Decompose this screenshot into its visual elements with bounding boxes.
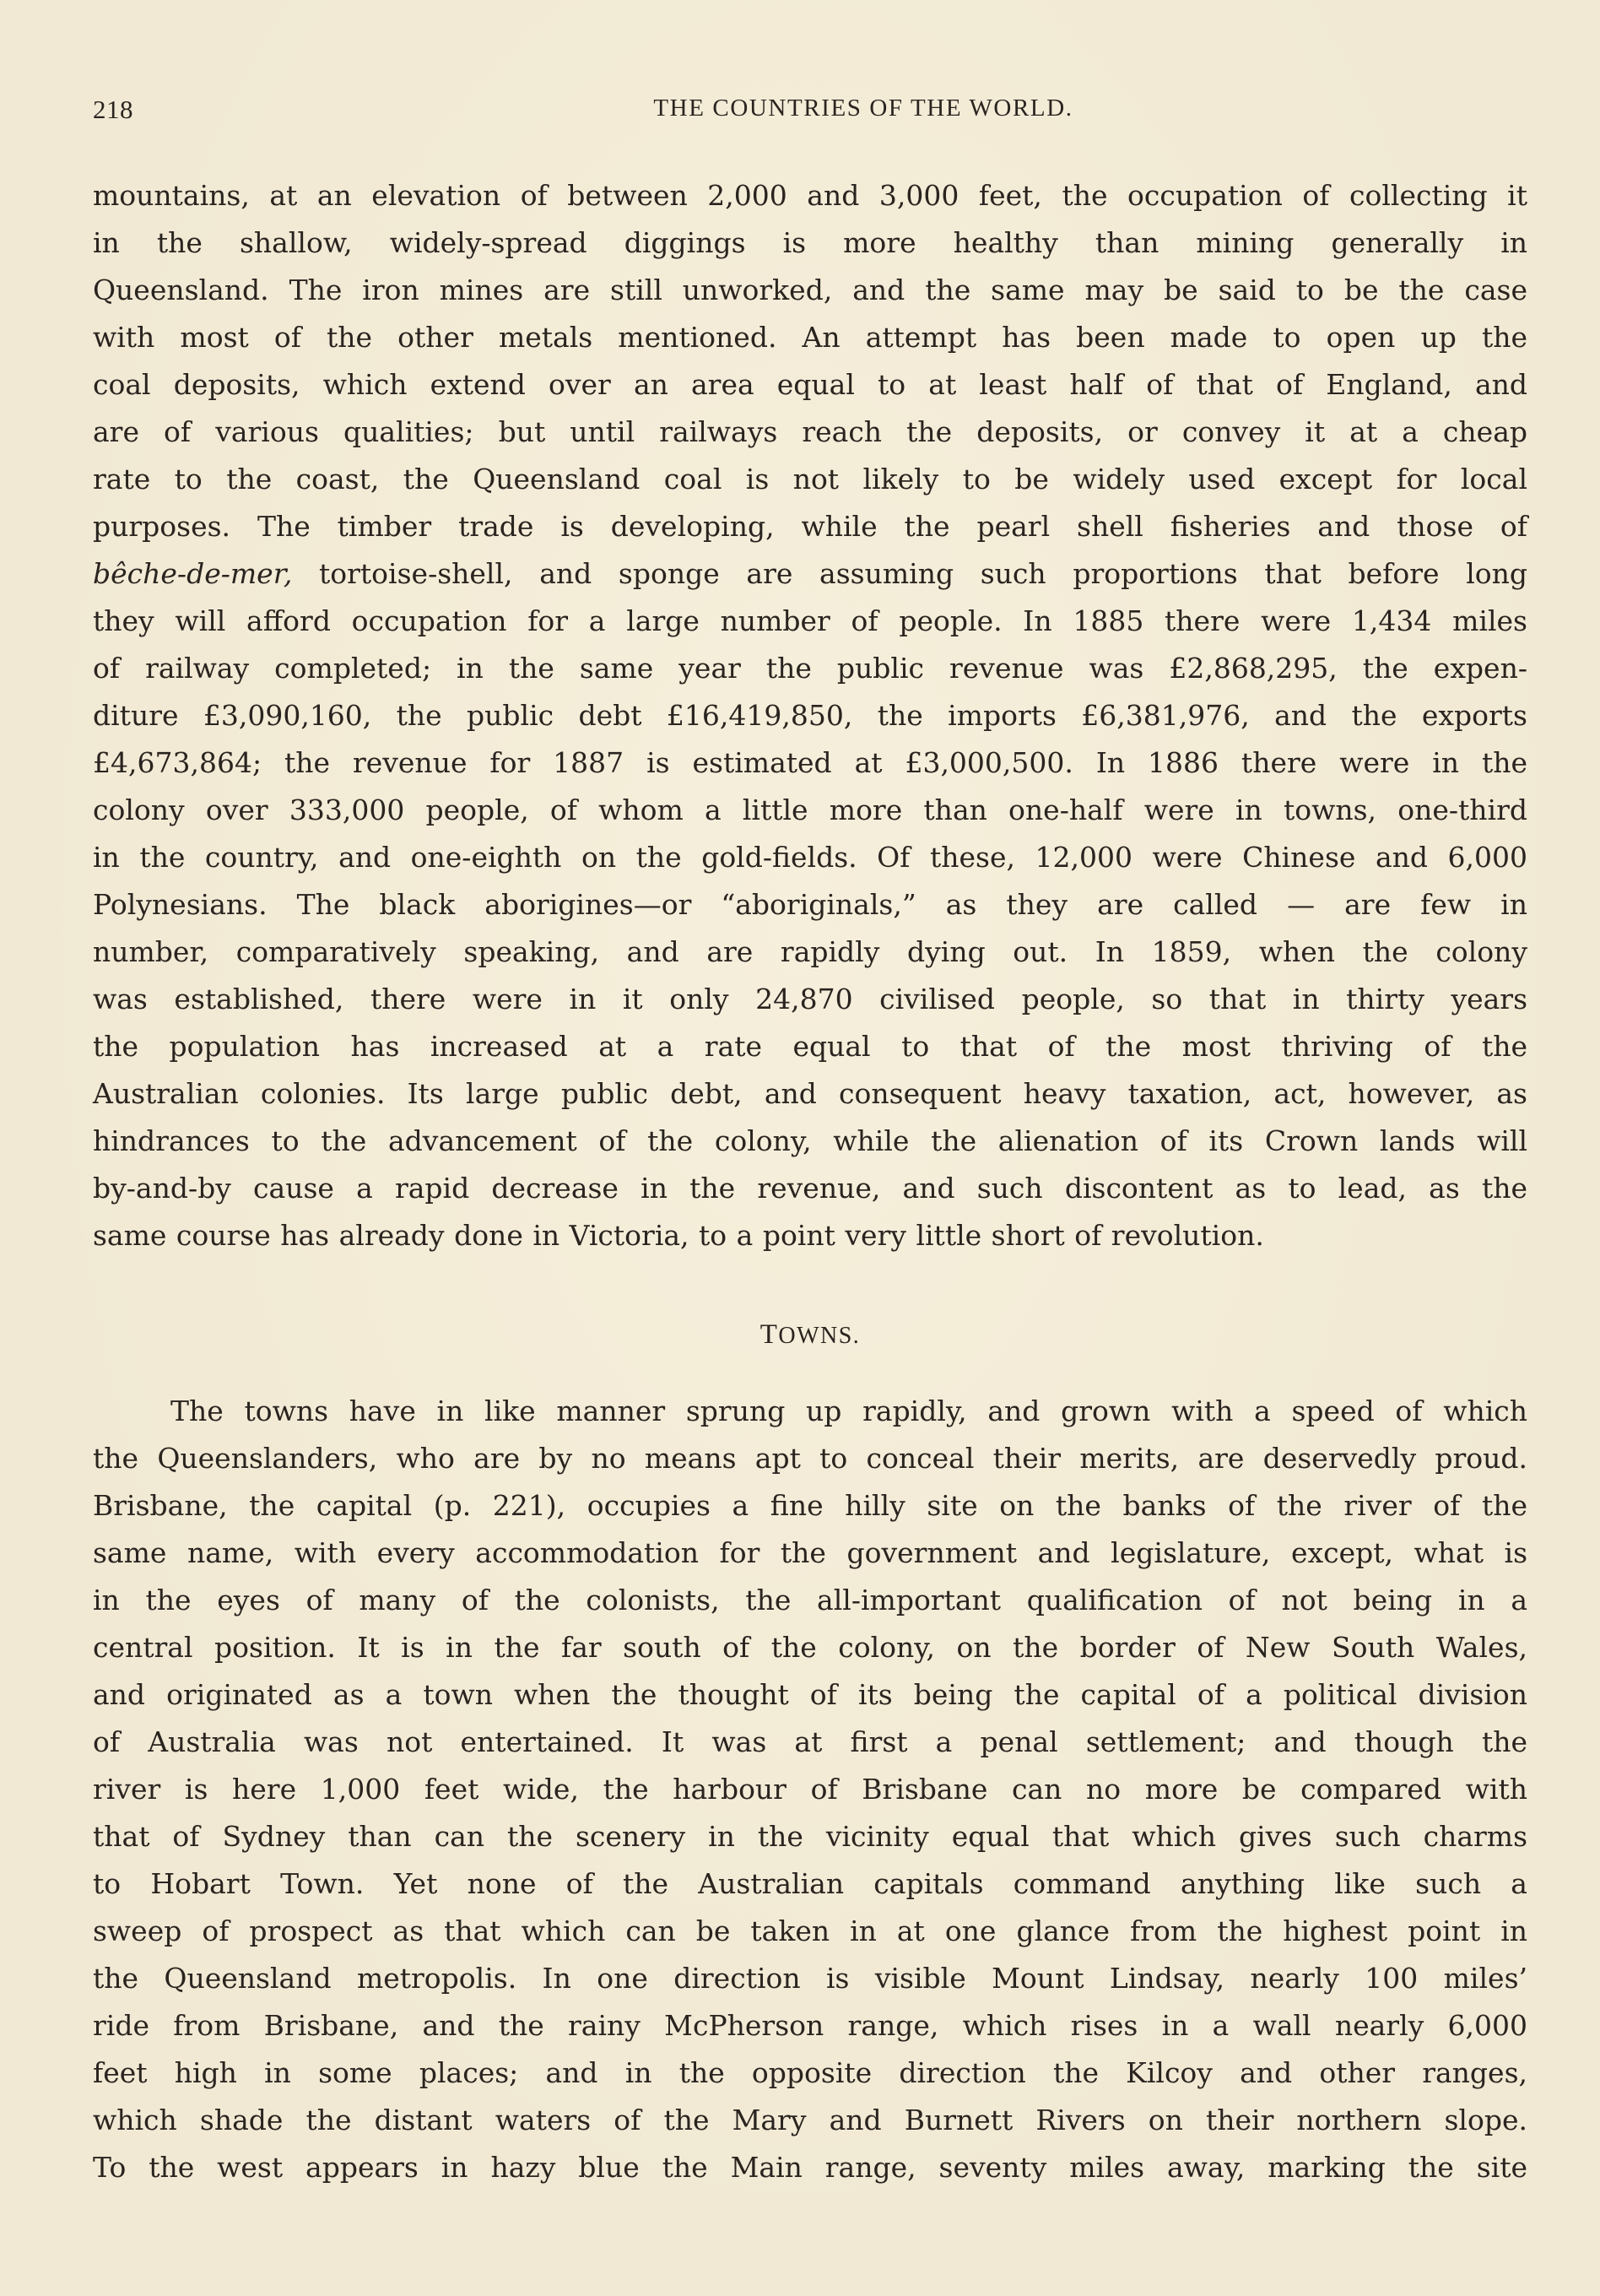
heading-initial: T [759,1319,779,1350]
text-line-rest: tortoise-shell, and sponge are assuming such proportions that before long [319,557,1527,590]
text-line: hindrances to the advancement of the colony, while the alienation of its Crown lands will [93,1124,1527,1157]
text-line: same course has already done in Victoria, to a point very little short of revolution. [93,1219,1264,1252]
paragraph-resources [93,172,1527,1259]
text-line: diture £3,090,160, the public debt £16,419,850, the imports £6,381,976, and the exports [93,699,1527,732]
paragraph-towns [93,1388,1527,2191]
text-line: the Queensland metropolis. In one direction is visible Mount Lindsay, nearly 100 miles’ [93,1962,1527,1995]
page-number: 218 [93,95,133,124]
text-line: colony over 333,000 people, of whom a little more than one-half were in towns, one-third [93,793,1527,826]
text-line: coal deposits, which extend over an area equal to at least half of that of England, and [93,368,1527,401]
text-line: which shade the distant waters of the Mary and Burnett Rivers on their northern slope. [93,2104,1527,2136]
text-line: Brisbane, the capital (p. 221), occupies a fine hilly site on the banks of the river of the [93,1489,1527,1522]
text-line: of Australia was not entertained. It was at first a penal settlement; and though the [93,1725,1527,1758]
text-line: are of various qualities; but until railways reach the deposits, or convey it at a cheap [93,415,1527,448]
text-line: Polynesians. The black aborigines—or “aboriginals,” as they are called — are few in [93,888,1527,921]
text-line: The towns have in like manner sprung up rapidly, and grown with a speed of which [170,1394,1527,1427]
text-line-with-italic [93,550,1527,598]
text-line: purposes. The timber trade is developing, while the pearl shell fisheries and those of [93,510,1527,543]
text-line: by-and-by cause a rapid decrease in the revenue, and such discontent as to lead, as the [93,1172,1527,1205]
text-line: £4,673,864; the revenue for 1887 is estimated at £3,000,500. In 1886 there were in the [93,746,1527,779]
heading-rest: OWNS. [778,1323,861,1349]
italic-term: bêche-de-mer, [93,557,293,590]
text-line: in the eyes of many of the colonists, the all-important qualification of not being in a [93,1584,1527,1616]
text-line: Queensland. The iron mines are still unworked, and the same may be said to be the case [93,273,1527,306]
text-line: in the country, and one-eighth on the gold-fields. Of these, 12,000 were Chinese and 6,000 [93,841,1527,874]
text-line: the Queenslanders, who are by no means apt to conceal their merits, are deservedly proud. [93,1442,1527,1475]
text-line: river is here 1,000 feet wide, the harbour of Brisbane can no more be compared with [93,1773,1527,1806]
text-line: feet high in some places; and in the opposite direction the Kilcoy and other ranges, [93,2056,1527,2089]
text-line: that of Sydney than can the scenery in the vicinity equal that which gives such charms [93,1820,1527,1853]
running-title: THE COUNTRIES OF THE WORLD. [653,95,1073,122]
text-line: of railway completed; in the same year the public revenue was £2,868,295, the expen- [93,652,1527,685]
page-header [93,95,1527,128]
text-line: they will afford occupation for a large number of people. In 1885 there were 1,434 miles [93,604,1527,637]
text-line: central position. It is in the far south of the colony, on the border of New South Wales, [93,1631,1527,1664]
text-line: with most of the other metals mentioned. An attempt has been made to open up the [93,321,1527,354]
text-line: mountains, at an elevation of between 2,000 and 3,000 feet, the occupation of collecting it [93,179,1527,212]
text-line: and originated as a town when the thought of its being the capital of a political division [93,1678,1527,1711]
text-line: ride from Brisbane, and the rainy McPherson range, which rises in a wall nearly 6,000 [93,2009,1527,2042]
text-line: To the west appears in hazy blue the Main range, seventy miles away, marking the site [93,2151,1527,2184]
text-line: the population has increased at a rate equal to that of the most thriving of the [93,1030,1527,1063]
text-line: rate to the coast, the Queensland coal is not likely to be widely used except for local [93,463,1527,495]
section-heading-towns [93,1319,1527,1351]
text-line: to Hobart Town. Yet none of the Australian capitals command anything like such a [93,1867,1527,1900]
text-line: number, comparatively speaking, and are rapidly dying out. In 1859, when the colony [93,935,1527,968]
text-line: in the shallow, widely-spread diggings is more healthy than mining generally in [93,226,1527,259]
text-line: same name, with every accommodation for the government and legislature, except, what is [93,1536,1527,1569]
text-line: sweep of prospect as that which can be taken in at one glance from the highest point in [93,1914,1527,1947]
text-line: Australian colonies. Its large public debt, and consequent heavy taxation, act, however, as [93,1077,1527,1110]
text-line: was established, there were in it only 24,870 civilised people, so that in thirty years [93,983,1527,1015]
